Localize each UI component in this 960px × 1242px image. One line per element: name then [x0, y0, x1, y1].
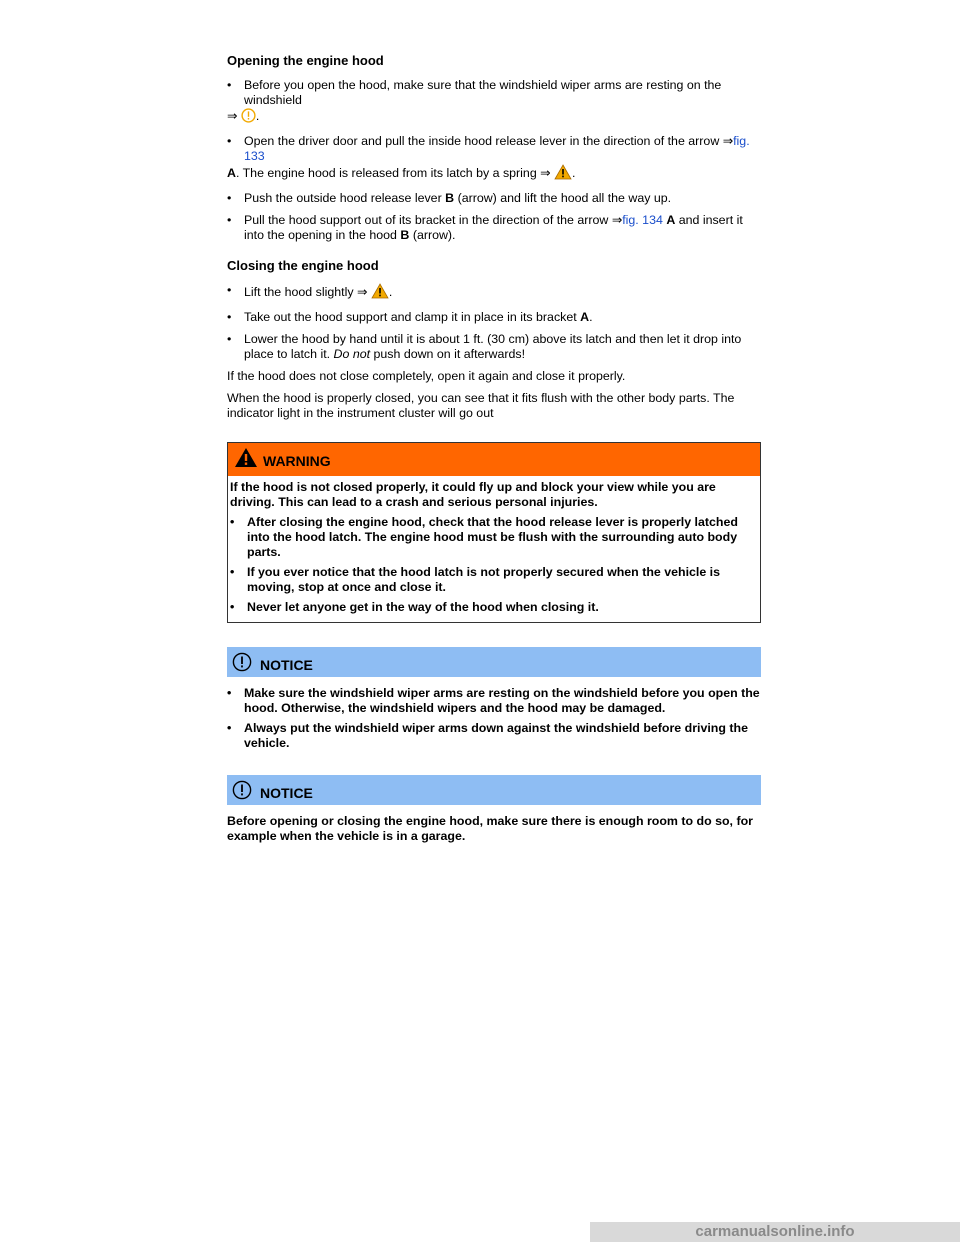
warning-body — [228, 476, 760, 622]
period: . — [572, 166, 576, 180]
item-text: Push the outside hood release lever — [244, 191, 442, 205]
paragraph: If the hood does not close completely, open it again and close it properly. — [227, 369, 626, 383]
warning-triangle-icon — [234, 447, 258, 472]
bullet: • — [230, 565, 235, 579]
paragraph: When the hood is properly closed, you can see that it fits flush with the other body parts. The indicator light in the instrument cluster will go out — [227, 391, 735, 420]
list-item — [230, 565, 752, 595]
manual-page — [227, 52, 761, 844]
fig-133-link[interactable]: fig. 133 — [244, 134, 750, 163]
item-text: Lower the hood by hand until it is about 1 ft. (30 cm) above its latch and then let it drop into place to latch it. — [244, 332, 742, 361]
period: . — [589, 310, 593, 324]
emphasis-do-not: Do not — [333, 347, 371, 361]
notice-circle-icon[interactable] — [241, 108, 256, 127]
period: . — [388, 285, 393, 299]
bullet: • — [227, 213, 232, 227]
label-b: B — [445, 191, 455, 205]
item-text: Never let anyone get in the way of the hood when closing it. — [247, 600, 599, 614]
bullet: • — [227, 686, 232, 700]
bullet: • — [230, 600, 235, 614]
notice-text: Before opening or closing the engine hood, make sure there is enough room to do so, for example when the vehicle is in a garage. — [227, 814, 753, 843]
list-item — [227, 213, 761, 243]
list-item — [227, 686, 761, 716]
notice-circle-icon — [232, 780, 252, 804]
bullet: • — [227, 78, 232, 92]
period: . — [255, 109, 260, 123]
item-continuation — [227, 164, 761, 184]
item-text: push down on it afterwards! — [373, 347, 526, 361]
watermark-footer: carmanualsonline.info — [590, 1222, 960, 1242]
list-item — [227, 191, 761, 206]
heading-opening: Opening the engine hood — [227, 53, 384, 68]
list-item — [227, 332, 761, 362]
item-text: and insert it into the opening in the hood — [244, 213, 743, 242]
item-text: Lift the hood slightly — [244, 285, 354, 299]
notice-title: NOTICE — [260, 785, 313, 801]
notice-header — [227, 775, 761, 805]
item-continuation — [227, 108, 761, 127]
bullet: • — [230, 515, 235, 529]
warning-triangle-icon[interactable] — [371, 283, 389, 303]
item-text: Open the driver door and pull the inside hood release lever in the direction of the arrow — [244, 134, 720, 148]
item-text: Take out the hood support and clamp it in place in its bracket — [244, 310, 577, 324]
list-item — [227, 721, 761, 751]
item-text: After closing the engine hood, check that the hood release lever is properly latched into the hood latch. The engine hood must be flush with the surrounding auto body parts. — [247, 515, 738, 559]
warning-title: WARNING — [263, 453, 331, 469]
bullet: • — [227, 310, 232, 324]
label-a: A — [666, 213, 676, 227]
notice-body — [227, 677, 761, 751]
label-a: A — [227, 166, 236, 180]
arrow-symbol: ⇒ — [611, 213, 623, 227]
item-text: If you ever notice that the hood latch is not properly secured when the vehicle is moving, stop at once and close it. — [247, 565, 721, 594]
list-item — [230, 515, 752, 560]
bullet: • — [227, 721, 232, 735]
bullet: • — [227, 283, 232, 297]
list-item — [230, 600, 752, 615]
notice-circle-icon — [232, 652, 252, 676]
list-item — [227, 78, 761, 127]
fig-134-link[interactable]: fig. 134 — [622, 213, 663, 227]
arrow-symbol: ⇒ — [540, 166, 551, 180]
bullet: • — [227, 191, 232, 205]
list-item — [227, 283, 761, 303]
item-text: Pull the hood support out of its bracket in the direction of the arrow — [244, 213, 609, 227]
arrow-symbol: ⇒ — [356, 285, 368, 299]
notice-title: NOTICE — [260, 657, 313, 673]
label-b: B — [400, 228, 410, 242]
bullet: • — [227, 134, 232, 148]
list-item — [227, 134, 761, 184]
heading-closing: Closing the engine hood — [227, 258, 379, 273]
item-text: (arrow) and lift the hood all the way up. — [457, 191, 672, 205]
warning-intro: If the hood is not closed properly, it could fly up and block your view while you are driving. This can lead to a crash and serious personal injuries. — [230, 480, 716, 509]
item-text: Make sure the windshield wiper arms are resting on the windshield before you open the hood. Otherwise, the windshield wipers and the hood may be damaged. — [244, 686, 760, 715]
notice-header — [227, 647, 761, 677]
notice-body — [227, 805, 761, 844]
item-text: . The engine hood is released from its latch by a spring — [235, 166, 537, 180]
arrow-symbol: ⇒ — [227, 109, 238, 123]
warning-header — [228, 443, 760, 476]
warning-box — [227, 442, 761, 623]
arrow-symbol: ⇒ — [722, 134, 734, 148]
list-item — [227, 310, 761, 325]
item-text: Always put the windshield wiper arms down against the windshield before driving the vehicle. — [244, 721, 748, 750]
label-a: A — [580, 310, 590, 324]
warning-triangle-icon[interactable] — [554, 164, 572, 184]
bullet: • — [227, 332, 232, 346]
item-text: (arrow). — [412, 228, 456, 242]
item-text: Before you open the hood, make sure that the windshield wiper arms are resting on the windshield — [244, 78, 722, 107]
